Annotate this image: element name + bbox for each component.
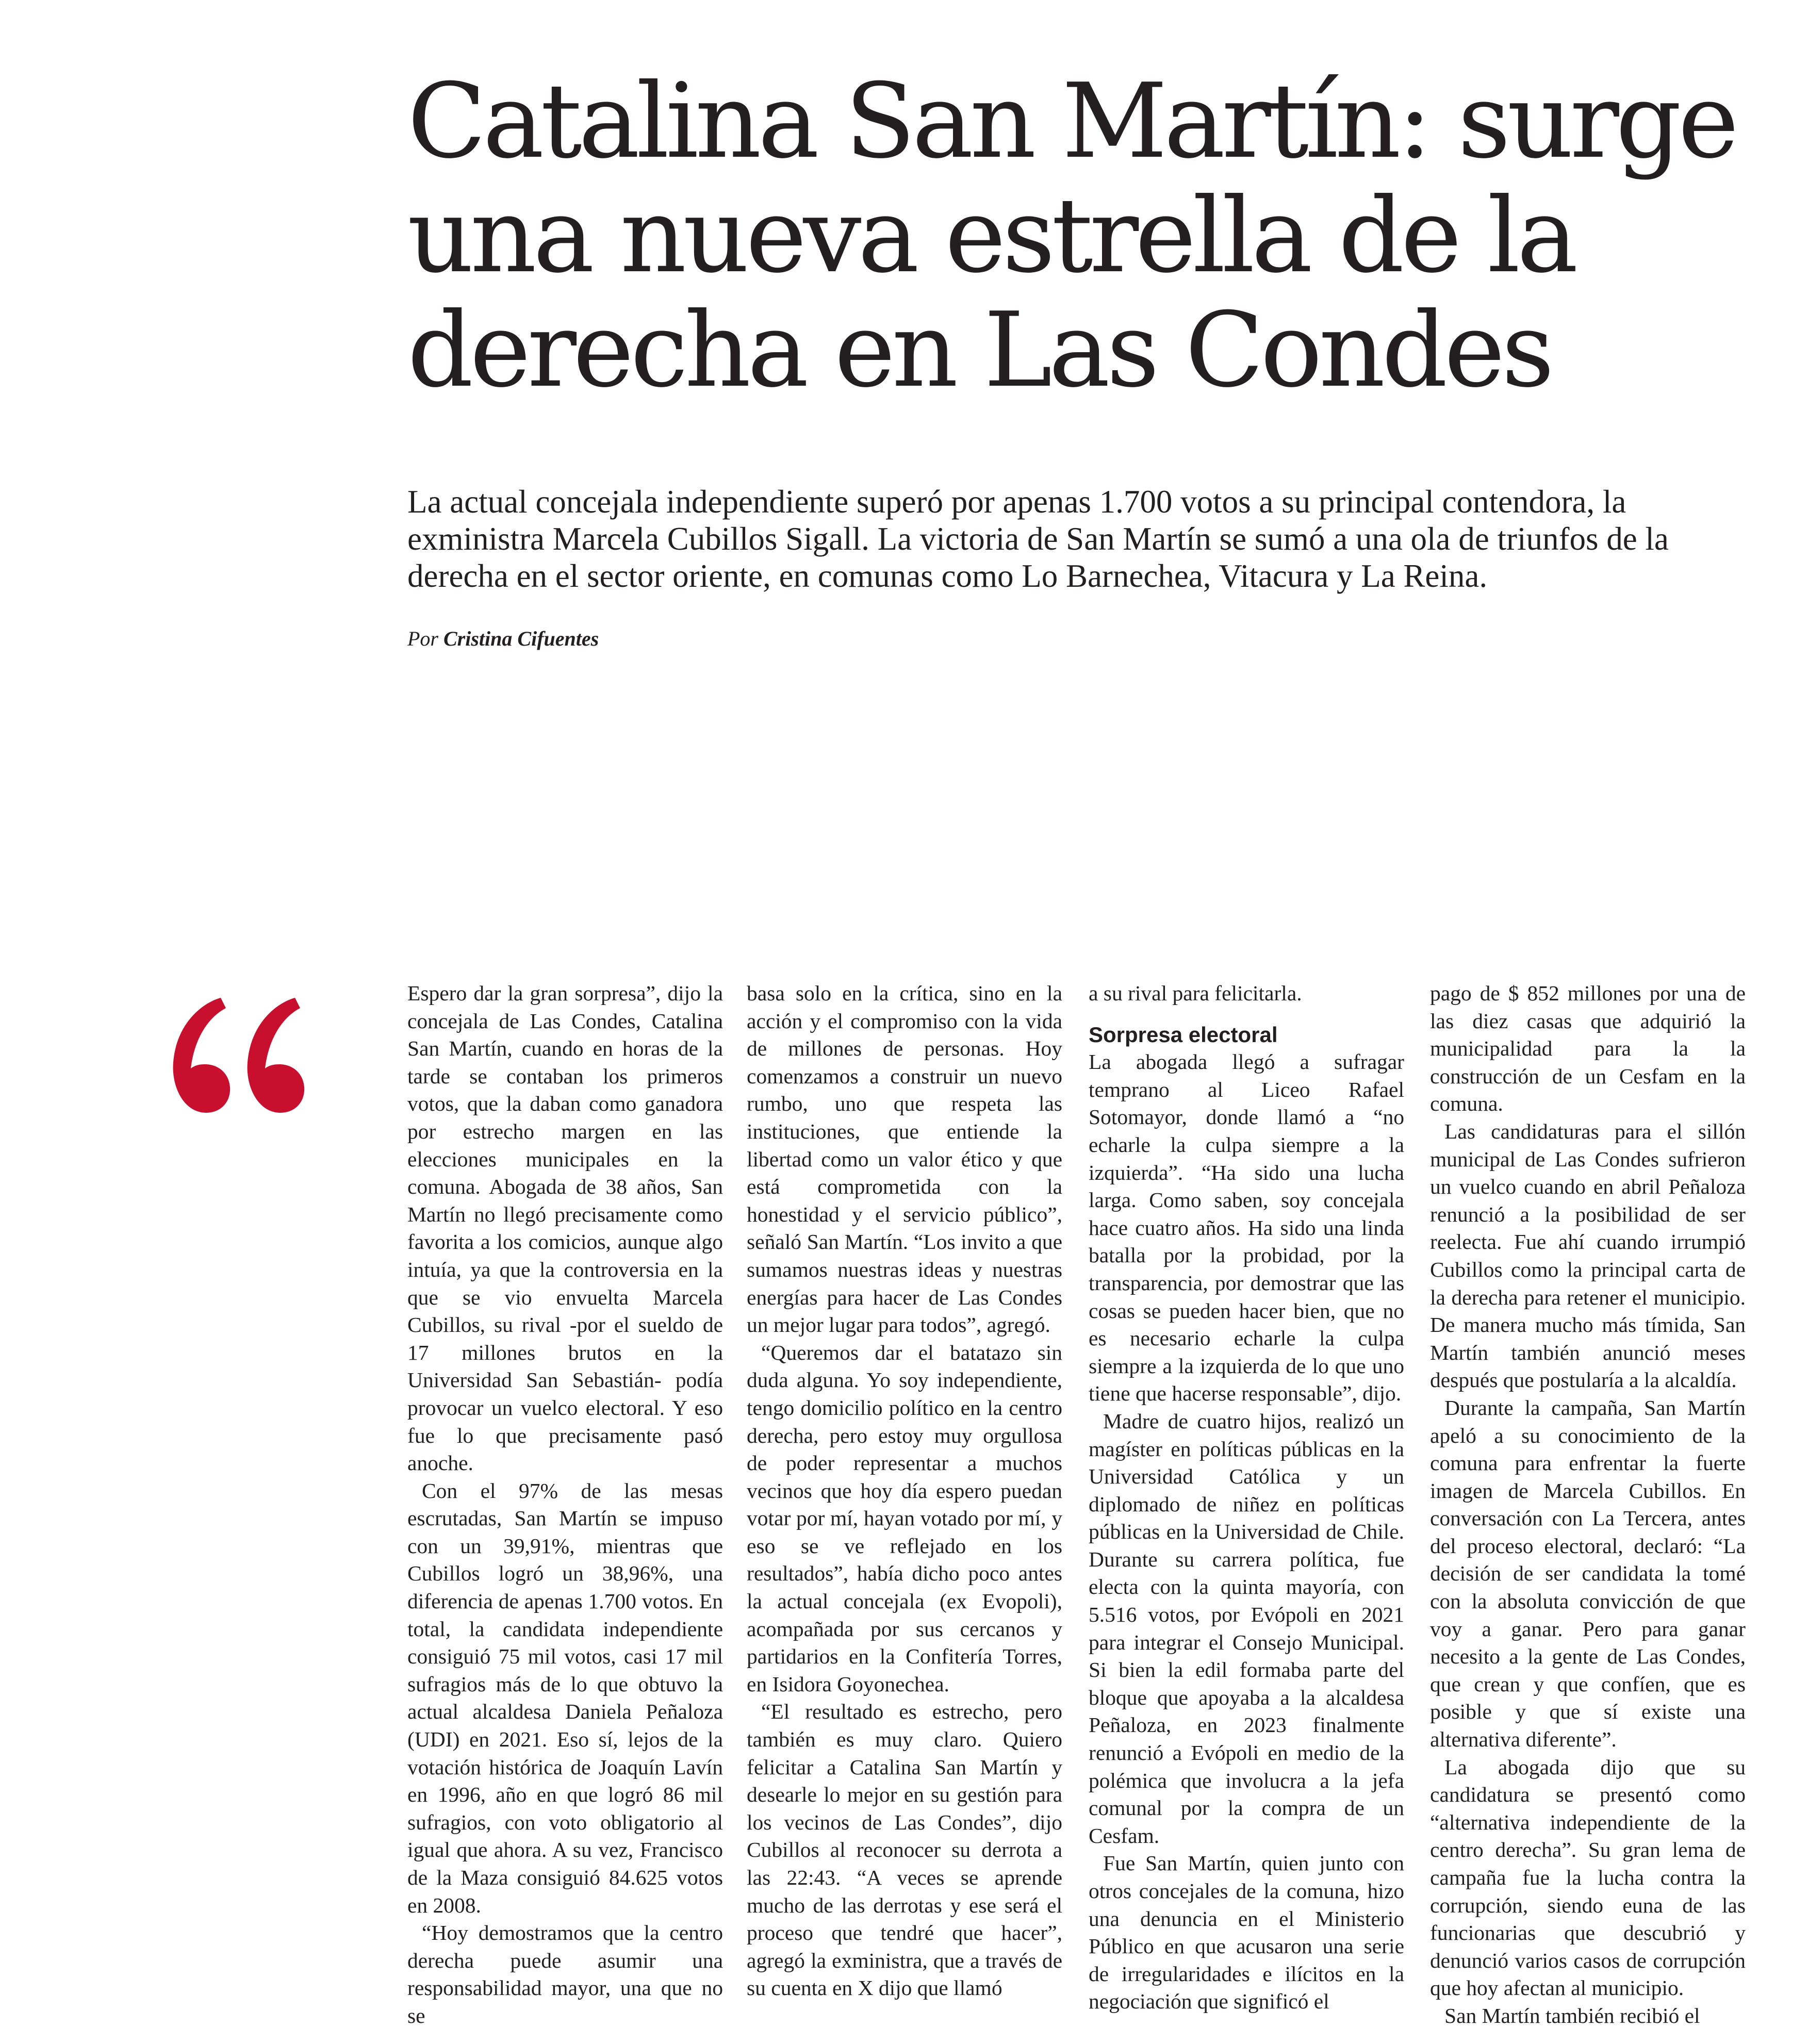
paragraph: Con el 97% de las mesas escrutadas, San Martín se impuso con un 39,91%, mientras que Cubillos logró un 38,96%, una diferencia de apenas 1.700 votos. En total, la candidata independiente consiguió 75 mil votos, casi 17 mil sufragios más de lo que obtuvo la actual alcaldesa Daniela Peñaloza (UDI) en 2021. Eso sí, lejos de la votación histórica de Joaquín Lavín en 1996, año en que logró 86 mil sufragios, con voto obligatorio al igual que ahora. A su vez, Francisco de la Maza consiguió 84.625 votos en 2008.	[407, 1478, 723, 1917]
paragraph: “Hoy demostramos que la centro derecha puede asumir una responsabilidad mayor, una que no se	[407, 1921, 723, 2027]
paragraph: pago de $ 852 millones por una de las diez casas que adquirió la municipalidad para la la construcción de un Cesfam en la comuna.	[1430, 981, 1746, 1116]
paragraph: La abogada dijo que su candidatura se presentó como “alternativa independiente de la centro derecha”. Su gran lema de campaña fue la lucha contra la corrupción, siendo euna de las funcionarias que descubrió y denunció varios casos de corrupción que hoy afectan al municipio.	[1430, 1755, 1746, 2000]
paragraph: Las candidaturas para el sillón municipal de Las Condes sufrieron un vuelco cuando en abril Peñaloza renunció a la posibilidad de ser reelecta. Fue ahí cuando irrumpió Cubillos como la principal carta de la derecha para retener el municipio. De manera mucho más tímida, San Martín también anunció meses después que postularía a la alcaldía.	[1430, 1119, 1746, 1392]
paragraph: basa solo en la crítica, sino en la acción y el compromiso con la vida de millones de personas. Hoy comenzamos a construir un nuevo rumbo, uno que respeta las instituciones, que entiende la libertad como un valor ético y que está comprometida con la honestidad y el servicio público”, señaló San Martín. “Los invito a que sumamos nuestras ideas y nuestras energías para hacer de Las Condes un mejor lugar para todos”, agregó.	[747, 981, 1062, 1337]
quote-left-mark	[173, 998, 231, 1113]
byline-author: Cristina Cifuentes	[443, 627, 599, 650]
article-column-1	[407, 980, 723, 2027]
byline	[407, 627, 599, 651]
paragraph: a su rival para felicitarla.	[1089, 981, 1302, 1005]
paragraph: Durante la campaña, San Martín apeló a su conocimiento de la comuna para enfrentar la fuerte imagen de Marcela Cubillos. En conversación con La Tercera, antes del proceso electoral, declaró: “La decisión de ser candidata la tomé con la absoluta convicción de que voy a ganar. Pero para ganar necesito a la gente de Las Condes, que crean y que confíen, que es posible y que sí existe una alternativa diferente”.	[1430, 1395, 1746, 1752]
paragraph: “Queremos dar el batatazo sin duda alguna. Yo soy independiente, tengo domicilio político en la centro derecha, pero estoy muy orgullosa de poder representar a muchos vecinos que hoy día espero puedan votar por mí, hayan votado por mí, y eso se ve reflejado en los resultados”, había dicho poco antes la actual concejala (ex Evopoli), acompañada por sus cercanos y partidarios en la Confitería Torres, en Isidora Goyonechea.	[747, 1340, 1062, 1696]
dek-summary: La actual concejala independiente superó por apenas 1.700 votos a su principal contendora, la exministra Marcela Cubillos Sigall. La victoria de San Martín se sumó a una ola de triunfos de la derecha en el sector oriente, en comunas como Lo Barnechea, Vitacura y La Reina.	[407, 484, 1669, 594]
byline-prefix: Por	[407, 627, 443, 650]
paragraph: Madre de cuatro hijos, realizó un magíster en políticas públicas en la Universidad Católica y un diplomado de niñez en políticas públicas en la Universidad de Chile. Durante su carrera política, fue electa con la quinta mayoría, con 5.516 votos, por Evópoli en 2021 para integrar el Consejo Municipal. Si bien la edil formaba parte del bloque que apoyaba a la alcaldesa Peñaloza, en 2023 finalmente renunció a Evópoli en medio de la polémica que involucra a la jefa comunal por la compra de un Cesfam.	[1089, 1409, 1404, 1848]
section-subhead: Sorpresa electoral	[1089, 1022, 1278, 1047]
paragraph: La abogada llegó a sufragar temprano al Liceo Rafael Sotomayor, donde llamó a “no echarle la culpa siempre a la izquierda”. “Ha sido una lucha larga. Como saben, soy concejala hace cuatro años. Ha sido una linda batalla por la probidad, por la transparencia, por demostrar que las cosas se pueden hacer bien, que no es necesario echarle la culpa siempre a la izquierda de lo que uno tiene que hacerse responsable”, dijo.	[1089, 1050, 1404, 1406]
paragraph: Fue San Martín, quien junto con otros concejales de la comuna, hizo una denuncia en el Ministerio Público en que acusaron una serie de irregularidades e ilícitos en la negociación que significó el	[1089, 1851, 1404, 2014]
headline: Catalina San Martín: surge una nueva estrella de la derecha en Las Condes	[407, 61, 1736, 410]
quote-right-mark	[248, 998, 305, 1113]
paragraph: Espero dar la gran sorpresa”, dijo la concejala de Las Condes, Catalina San Martín, cuando en horas de la tarde se contaban los primeros votos, que la daban como ganadora por estrecho margen en las elecciones municipales en la comuna. Abogada de 38 años, San Martín no llegó precisamente como favorita a los comicios, aunque algo intuía, ya que la controversia en la que se vio envuelta Marcela Cubillos, su rival -por el sueldo de 17 millones brutos en la Universidad San Sebastián- podía provocar un vuelco electoral. Y eso fue lo que precisamente pasó anoche.	[407, 981, 723, 1475]
article-column-2	[747, 980, 1062, 2011]
paragraph: San Martín también recibió el	[1444, 2003, 1700, 2027]
article-column-3	[1089, 980, 1404, 2014]
paragraph: “El resultado es estrecho, pero también es muy claro. Quiero felicitar a Catalina San Martín y desearle lo mejor en su gestión para los vecinos de Las Condes”, dijo Cubillos al reconocer su derrota a las 22:43. “A veces se aprende mucho de las derrotas y ese será el proceso que tendré que hacer”, agregó la exministra, que a través de su cuenta en X dijo que llamó	[747, 1700, 1062, 2000]
article-column-4	[1430, 980, 1746, 2027]
quotation-mark-icon	[155, 959, 309, 1124]
